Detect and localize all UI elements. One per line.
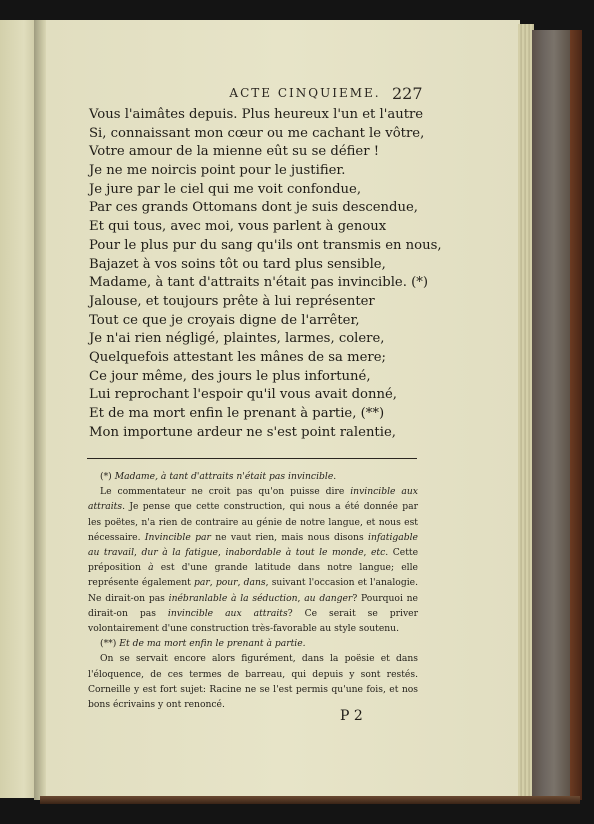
- verse-line: Jalouse, et toujours prête à lui représenter: [89, 293, 375, 309]
- verse-line: Mon importune ardeur ne s'est point ralentie,: [89, 424, 396, 440]
- verse-line: Et qui tous, avec moi, vous parlent à genoux: [89, 219, 387, 235]
- footnote-1-run: dans: [243, 577, 266, 589]
- footnote-1-run: est d'une grande latitude dans notre langue; elle représente également: [88, 562, 418, 589]
- verse-line: Tout ce que je croyais digne de l'arrêter,: [89, 312, 360, 328]
- footnote-1-run: ,: [217, 547, 226, 559]
- book-cover-board: [532, 30, 572, 800]
- footnote-1-run: pour: [215, 577, 238, 589]
- footnote-1-run: au danger: [304, 592, 353, 604]
- footnote-1-run: ,: [363, 547, 371, 559]
- footnote-1-run: dur à la fatigue: [141, 547, 218, 559]
- footnote-1-run: infatigable au travail: [88, 531, 418, 559]
- footnote-1-run: par: [193, 577, 210, 589]
- footnote-1-heading: [88, 469, 418, 484]
- book-bottom-edge: [40, 796, 580, 804]
- footnote-1-run: etc.: [370, 547, 389, 559]
- footnote-1-run: ? Pourquoi ne dirait-on pas: [88, 592, 418, 619]
- book-cover-edge: [570, 30, 582, 800]
- footnote-2-heading: [88, 636, 418, 651]
- verse-block: [89, 106, 509, 442]
- running-title: ACTE CINQUIEME.: [229, 86, 381, 100]
- footnote-1-run: inabordable à tout le monde: [225, 547, 364, 559]
- verse-line: Ce jour même, des jours le plus infortuné,: [89, 368, 371, 384]
- verse-line: Si, connaissant mon cœur ou me cachant le vôtre,: [89, 125, 425, 141]
- verse-line: Pour le plus pur du sang qu'ils ont transmis en nous,: [89, 237, 442, 253]
- verse-line: Vous l'aimâtes depuis. Plus heureux l'un et l'autre: [89, 107, 424, 122]
- footnote-1-run: invincible aux attraits: [88, 486, 418, 513]
- footnote-1-quote: Madame, à tant d'attraits n'était pas invincible.: [114, 471, 337, 482]
- footnote-1-run: . Je pense que cette construction, qui nous a été donnée par les poëtes, n'a rien de contraire au génie de notre langue, et nous est nécessaire.: [88, 501, 418, 543]
- footnote-1-run: Cette préposition: [88, 547, 419, 574]
- footnote-1-run: ,: [237, 577, 244, 589]
- footnote-1-run: ? Ce serait se priver volontairement d'une construction très-favorable au style soutenu.: [88, 607, 418, 635]
- footnote-1-run: ne vaut rien, mais nous disons: [210, 531, 369, 543]
- footnote-1-run: Le commentateur ne croit pas qu'on puisse dire: [100, 486, 351, 498]
- signature-mark: P 2: [340, 708, 363, 724]
- verse-line: Votre amour de la mienne eût su se défier !: [89, 144, 380, 160]
- footnote-2-body: On se servait encore alors figurément, dans la poësie et dans l'éloquence, de ces termes de barreau, qui depuis y sont restés. Corneille y est fort sujet: Racine ne se l'est permis qu'une fois, et nos bons écrivains y ont renoncé.: [88, 653, 418, 711]
- verse-line: Je ne me noircis point pour le justifier.: [89, 163, 346, 179]
- footnote-1-run: , suivant l'occasion et l'analogie. Ne dirait-on pas: [88, 577, 418, 604]
- verse-line: Et de ma mort enfin le prenant à partie, (**): [89, 406, 385, 421]
- footnote-1-body: [88, 484, 418, 636]
- verse-line: Madame, à tant d'attraits n'était pas invincible. (*): [89, 275, 428, 291]
- verse-line: Bajazet à vos soins tôt ou tard plus sensible,: [89, 256, 386, 272]
- verse-line: Quelquefois attestant les mânes de sa mere;: [89, 349, 386, 365]
- footnote-1-run: Invincible par: [144, 531, 211, 543]
- page-number: 227: [392, 84, 423, 103]
- footnote-1-run: ,: [134, 547, 142, 559]
- footnote-rule: [87, 458, 417, 459]
- footnote-1-run: ,: [209, 577, 216, 589]
- footnote-1-mark: (*): [100, 471, 112, 482]
- footnote-1-run: invincible aux attraits: [167, 607, 288, 619]
- footnote-1-run: ,: [297, 592, 305, 604]
- verse-line: Je jure par le ciel qui me voit confondue,: [89, 181, 362, 197]
- footnotes: [88, 469, 418, 712]
- footnote-2-quote: Et de ma mort enfin le prenant à partie.: [119, 638, 306, 650]
- verse-line: Lui reprochant l'espoir qu'il vous avait donné,: [89, 387, 397, 403]
- verse-line: Je n'ai rien négligé, plaintes, larmes, colere,: [89, 331, 385, 347]
- footnote-1-run: à: [148, 562, 154, 574]
- footnote-2-mark: (**): [100, 638, 117, 650]
- verse-line: Par ces grands Ottomans dont je suis descendue,: [89, 200, 418, 216]
- footnote-1-run: inébranlable à la séduction: [168, 592, 298, 604]
